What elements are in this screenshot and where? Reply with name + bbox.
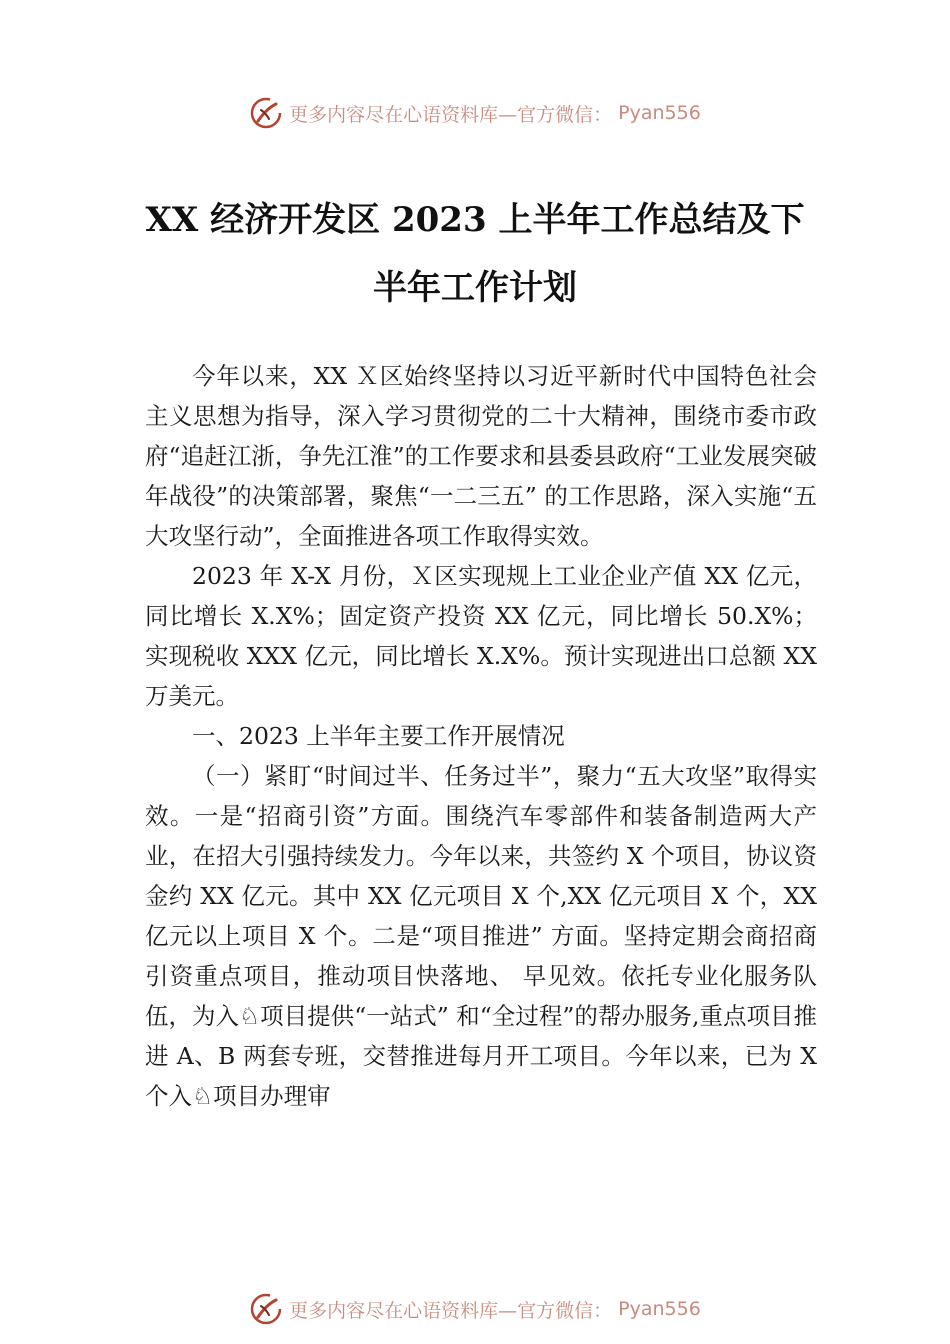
- watermark-wechat-id: Pyan556: [618, 1298, 701, 1320]
- paragraph-intro: 今年以来，XX Ｘ区始终坚持以习近平新时代中国特色社会主义思想为指导，深入学习贯彻党的二十大精神，围绕市委市政府“追赶江浙，争先江淮”的工作要求和县委县政府“工业发展突破年战役”的决策部署，聚焦“一二三五” 的工作思路，深入实施“五大攻坚行动”，全面推进各项工作取得实效。: [145, 362, 817, 550]
- section-heading: 一、2023 上半年主要工作开展情况: [192, 722, 565, 750]
- document-body: [145, 356, 817, 1116]
- watermark-footer: [0, 1292, 950, 1326]
- brush-logo-icon: [249, 1292, 283, 1326]
- paragraph-statistics: 2023 年 X-X 月份，Ｘ区实现规上工业企业产值 XX 亿元，同比增长 X.X%；固定资产投资 XX 亿元，同比增长 50.X%；实现税收 XXX 亿元，同比增长 X.X%。预计实现进出口总额 XX 万美元。: [145, 562, 817, 710]
- watermark-wechat-id: Pyan556: [618, 102, 701, 124]
- paragraph-subsection-1: （一）紧盯“时间过半、任务过半”，聚力“五大攻坚”取得实效。一是“招商引资”方面。围绕汽车零部件和装备制造两大产业，在招大引强持续发力。今年以来，共签约 X 个项目，协议资金约 XX 亿元。其中 XX 亿元项目 X 个,XX 亿元项目 X 个，XX 亿元以上项目 X 个。二是“项目推进” 方面。坚持定期会商招商引资重点项目，推动项目快落地、 早见效。依托专业化服务队伍，为入♘项目提供“一站式” 和“全过程”的帮办服务,重点项目推进 A、B 两套专班，交替推进每月开工项目。今年以来，已为 X 个入♘项目办理审: [145, 762, 817, 1110]
- watermark-text: 更多内容尽在心语资料库—官方微信：: [289, 1299, 613, 1322]
- title-line-2: 半年工作计划: [373, 268, 577, 308]
- title-line-1: XX 经济开发区 2023 上半年工作总结及下: [145, 200, 805, 240]
- watermark-header: [0, 96, 950, 130]
- document-title: [0, 186, 950, 322]
- brush-logo-icon: [249, 96, 283, 130]
- watermark-text: 更多内容尽在心语资料库—官方微信：: [289, 103, 613, 126]
